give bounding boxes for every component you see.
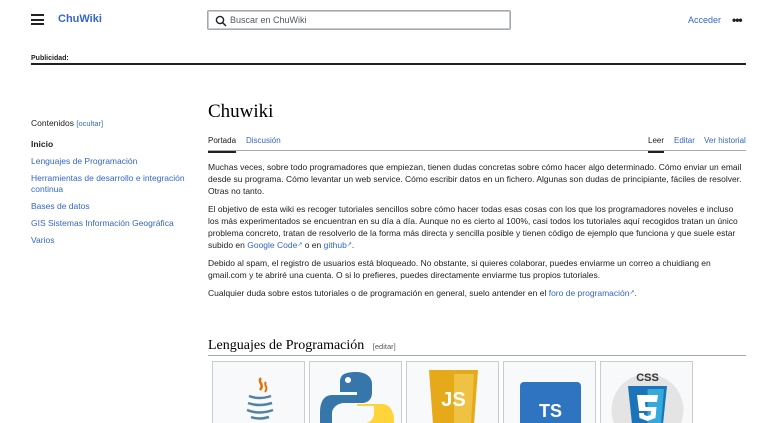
css3-logo-icon bbox=[601, 362, 693, 423]
thumb-python[interactable] bbox=[309, 361, 402, 423]
tab-ver-historial[interactable]: Ver historial bbox=[704, 136, 746, 145]
toc-item-lenguajes[interactable]: Lenguajes de Programación bbox=[31, 156, 138, 166]
main-content bbox=[208, 100, 746, 305]
javascript-logo-icon bbox=[407, 362, 499, 423]
python-logo-icon bbox=[310, 362, 402, 423]
ad-label: Publicidad: bbox=[31, 55, 69, 62]
typescript-logo-icon bbox=[504, 362, 596, 423]
paragraph-intro: Muchas veces, sobre todo programadores que empiezan, tienen dudas concretas sobre cómo hacer algo determinado. Cómo enviar un email desde su programa. Cómo levantar un web service. Cómo escribir datos en un fichero. Algunas son dudas de principiante, fáciles de resolver. Otras no tanto. bbox=[208, 162, 742, 196]
login-link[interactable]: Acceder bbox=[688, 15, 722, 25]
github-link[interactable]: github↗ bbox=[323, 240, 352, 250]
site-header bbox=[0, 0, 777, 40]
page-title: Chuwiki bbox=[208, 101, 274, 122]
thumb-css[interactable] bbox=[600, 361, 693, 423]
table-of-contents bbox=[31, 118, 191, 252]
section-heading bbox=[208, 338, 746, 356]
svg-text:TS: TS bbox=[538, 401, 563, 421]
site-logo[interactable]: ChuWiki bbox=[58, 13, 102, 25]
external-link-icon: ↗ bbox=[629, 290, 635, 296]
tab-portada[interactable]: Portada bbox=[208, 136, 236, 153]
thumb-javascript[interactable] bbox=[406, 361, 499, 423]
thumb-typescript[interactable] bbox=[503, 361, 596, 423]
toc-item-gis[interactable]: GIS Sistemas Información Geográfica bbox=[31, 218, 174, 228]
search-box[interactable] bbox=[207, 10, 511, 30]
section-title: Lenguajes de Programación bbox=[208, 338, 365, 353]
external-link-icon: ↗ bbox=[297, 242, 303, 248]
thumb-java[interactable] bbox=[212, 361, 305, 423]
section-edit-link[interactable]: [editar] bbox=[372, 342, 396, 351]
ad-divider bbox=[31, 63, 746, 65]
paragraph-forum: Cualquier duda sobre estos tutoriales o de programación en general, suelo antender en el foro de programación↗. bbox=[208, 288, 637, 298]
paragraph-spam: Debido al spam, el registro de usuarios está bloqueado. No obstante, si quieres colaborar, puedes enviarme un correo a chuidiang en gmail.com y te abriré una cuenta. O si lo prefieres, puedes directamente enviarme tus propios tutoriales. bbox=[208, 258, 711, 280]
article-body bbox=[208, 161, 746, 299]
java-logo-icon bbox=[213, 362, 305, 423]
toc-item-bases-de-datos[interactable]: Bases de datos bbox=[31, 201, 90, 211]
search-icon bbox=[215, 15, 227, 27]
svg-text:JS: JS bbox=[441, 389, 466, 411]
tab-leer[interactable]: Leer bbox=[648, 136, 664, 153]
toc-title: Contenidos bbox=[31, 118, 75, 128]
toc-item-inicio[interactable]: Inicio bbox=[31, 139, 54, 149]
search-input[interactable] bbox=[230, 12, 500, 28]
page-tabs bbox=[208, 129, 746, 151]
tab-discusion[interactable]: Discusión bbox=[246, 136, 281, 145]
google-code-link[interactable]: Google Code↗ bbox=[247, 240, 303, 250]
hamburger-icon[interactable] bbox=[31, 14, 44, 25]
more-options-icon[interactable]: ••• bbox=[732, 13, 742, 27]
paragraph-objective: El objetivo de esta wiki es recoger tutoriales sencillos sobre cómo hacer todas esas cosas con los que los programadores noveles e incluso los más experimentados se encuentran en su día a día. Aunque no es cierto al 100%, casi todos los tutoriales aquí recogidos tratan un único problema concreto, tratan de resolverlo de la forma más directa y sencilla posible y tienen código de ejemplo que funciona y que suele estar subido en Google Code↗ o en github↗. bbox=[208, 204, 738, 250]
forum-link[interactable]: foro de programación↗ bbox=[548, 288, 635, 298]
svg-text:CSS: CSS bbox=[636, 372, 659, 384]
tab-editar[interactable]: Editar bbox=[674, 136, 695, 145]
toc-toggle-link[interactable]: [ocultar] bbox=[76, 119, 104, 128]
toc-item-varios[interactable]: Varios bbox=[31, 235, 55, 245]
toc-item-herramientas[interactable]: Herramientas de desarrollo e integración continua bbox=[31, 173, 185, 194]
external-link-icon: ↗ bbox=[346, 242, 352, 248]
